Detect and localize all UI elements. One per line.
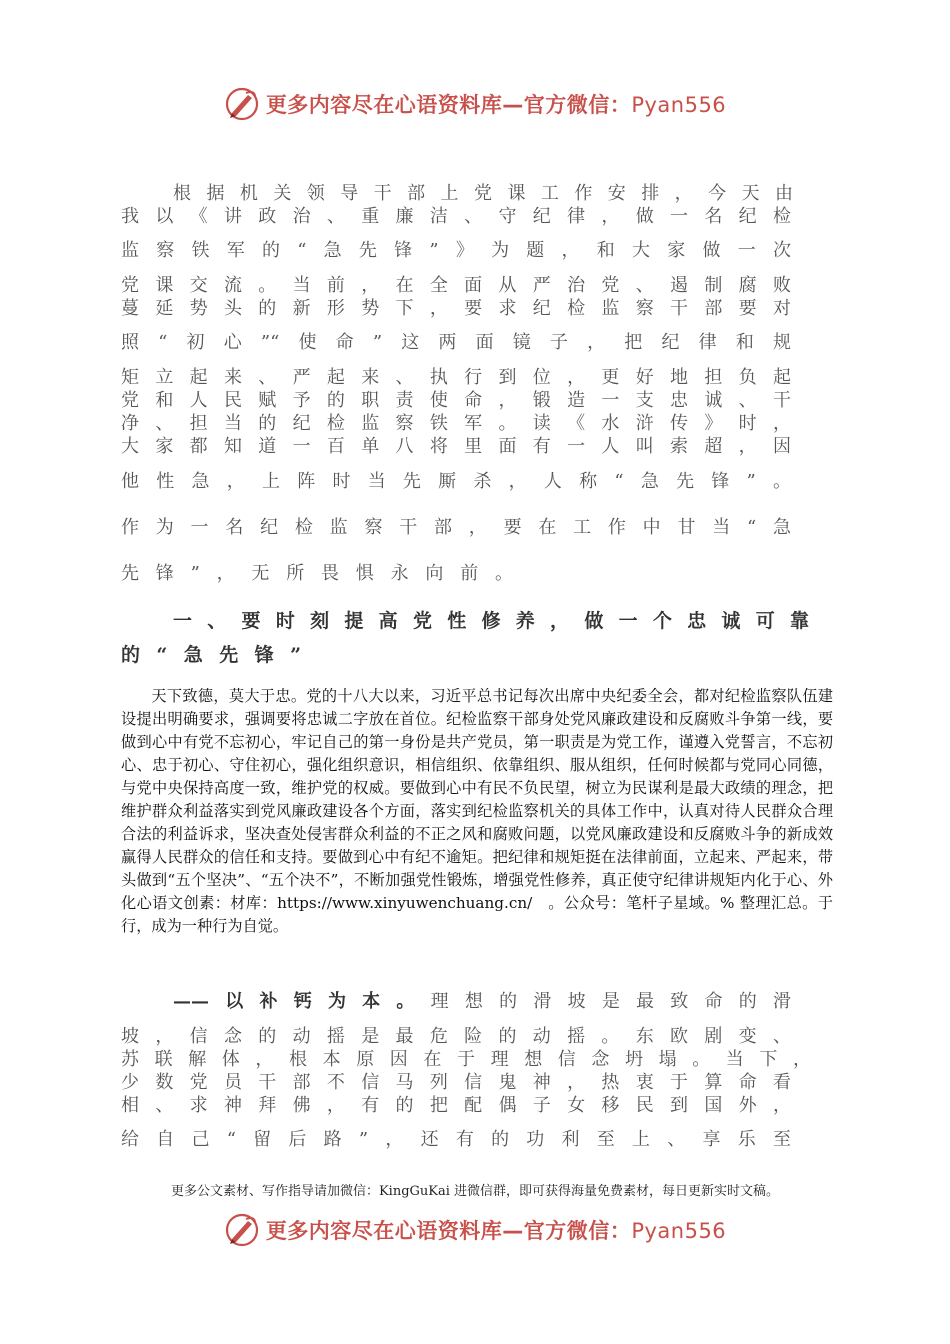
intro-line: 先锋”，无所畏惧永向前。 — [121, 563, 513, 584]
pen-logo-icon — [224, 1212, 260, 1248]
intro-line: 监察铁军的“急先锋”》为题，和大家做一次 — [121, 240, 791, 261]
banner-text: 更多内容尽在心语资料库—官方微信： — [265, 93, 632, 117]
intro-line: 蔓延势头的新形势下，要求纪检监察干部要对 — [121, 298, 791, 319]
footer-banner — [0, 1208, 950, 1252]
lower-line: 苏联解体，根本原因在于理想信念坍塌。当下， — [121, 1049, 811, 1070]
banner-wechat-id: Pyan556 — [631, 93, 727, 117]
intro-line: 根据机关领导干部上党课工作安排，今天由 — [173, 183, 793, 204]
section-heading-cont: 的“急先锋” — [121, 644, 301, 666]
lower-line: 相、求神拜佛，有的把配偶子女移民到国外， — [121, 1095, 791, 1116]
footer-note: 更多公文素材、写作指导请加微信：KingGuKai 进微信群，即可获得海量免费素材，每日更新实时文稿。 — [170, 1184, 780, 1199]
banner-text: 更多内容尽在心语资料库—官方微信： — [265, 1219, 632, 1243]
header-banner — [0, 82, 950, 126]
lower-line: 坡，信念的动摇是最危险的动摇。东欧剧变、 — [121, 1026, 791, 1047]
body-paragraph: 天下致德，莫大于忠。党的十八大以来，习近平总书记每次出席中央纪委全会，都对纪检监察队伍建设提出明确要求，强调要将忠诚二字放在首位。纪检监察干部身处党风廉政建设和反腐败斗争第一线，要做到心中有党不忘初心，牢记自己的第一身份是共产党员，第一职责是为党工作，谨遵入党誓言，不忘初心、忠于初心、守住初心，强化组织意识，相信组织、依靠组织、服从组织，任何时候都与党同心同德，与党中央保持高度一致，维护党的权威。要做到心中有民不负民望，树立为民谋利是最大政绩的理念，把维护群众利益落实到党风廉政建设各个方面，落实到纪检监察机关的具体工作中，认真对待人民群众合理合法的利益诉求，坚决查处侵害群众利益的不正之风和腐败问题，以党风廉政建设和反腐败斗争的新成效赢得人民群众的信任和支持。要做到心中有纪不逾矩。把纪律和规矩挺在法律前面，立起来、严起来，带头做到“五个坚决”、“五个决不”，不断加强党性锻炼，增强党性修养，真正使守纪律讲规矩内化于心、外化心语文创素：材库：https://www.xinyuwenchuang.cn/ 。公众号：笔杆子星域。% 整理汇总。于行，成为一种行为自觉。 — [121, 687, 833, 935]
intro-line: 照“初心”“使命”这两面镜子，把纪律和规 — [121, 332, 791, 353]
intro-line: 矩立起来、严起来、执行到位，更好地担负起 — [121, 367, 791, 388]
intro-line: 作为一名纪检监察干部，要在工作中甘当“急 — [121, 517, 791, 538]
lower-lead-line — [173, 987, 791, 1013]
intro-line: 他性急，上阵时当先厮杀，人称“急先锋”。 — [121, 471, 791, 492]
intro-line: 净、担当的纪检监察铁军。读《水浒传》时， — [121, 413, 791, 434]
intro-line: 党课交流。当前，在全面从严治党、遏制腐败 — [121, 275, 791, 296]
lower-lead-bold: ——以补钙为本。 — [173, 991, 431, 1012]
banner-wechat-id: Pyan556 — [631, 1219, 727, 1243]
intro-line: 我以《讲政治、重廉洁、守纪律，做一名纪检 — [121, 206, 791, 227]
pen-logo-icon — [224, 86, 260, 122]
lower-lead-rest: 理想的滑坡是最致命的滑 — [430, 991, 792, 1012]
intro-line: 大家都知道一百单八将里面有一人叫索超，因 — [121, 436, 791, 457]
lower-line: 给自己“留后路”，还有的功利至上、享乐至 — [121, 1129, 791, 1150]
lower-line: 少数党员干部不信马列信鬼神，热衷于算命看 — [121, 1072, 791, 1093]
section-heading: 一、要时刻提高党性修养，做一个忠诚可靠 — [173, 610, 809, 632]
intro-line: 党和人民赋予的职责使命，锻造一支忠诚、干 — [121, 390, 791, 411]
